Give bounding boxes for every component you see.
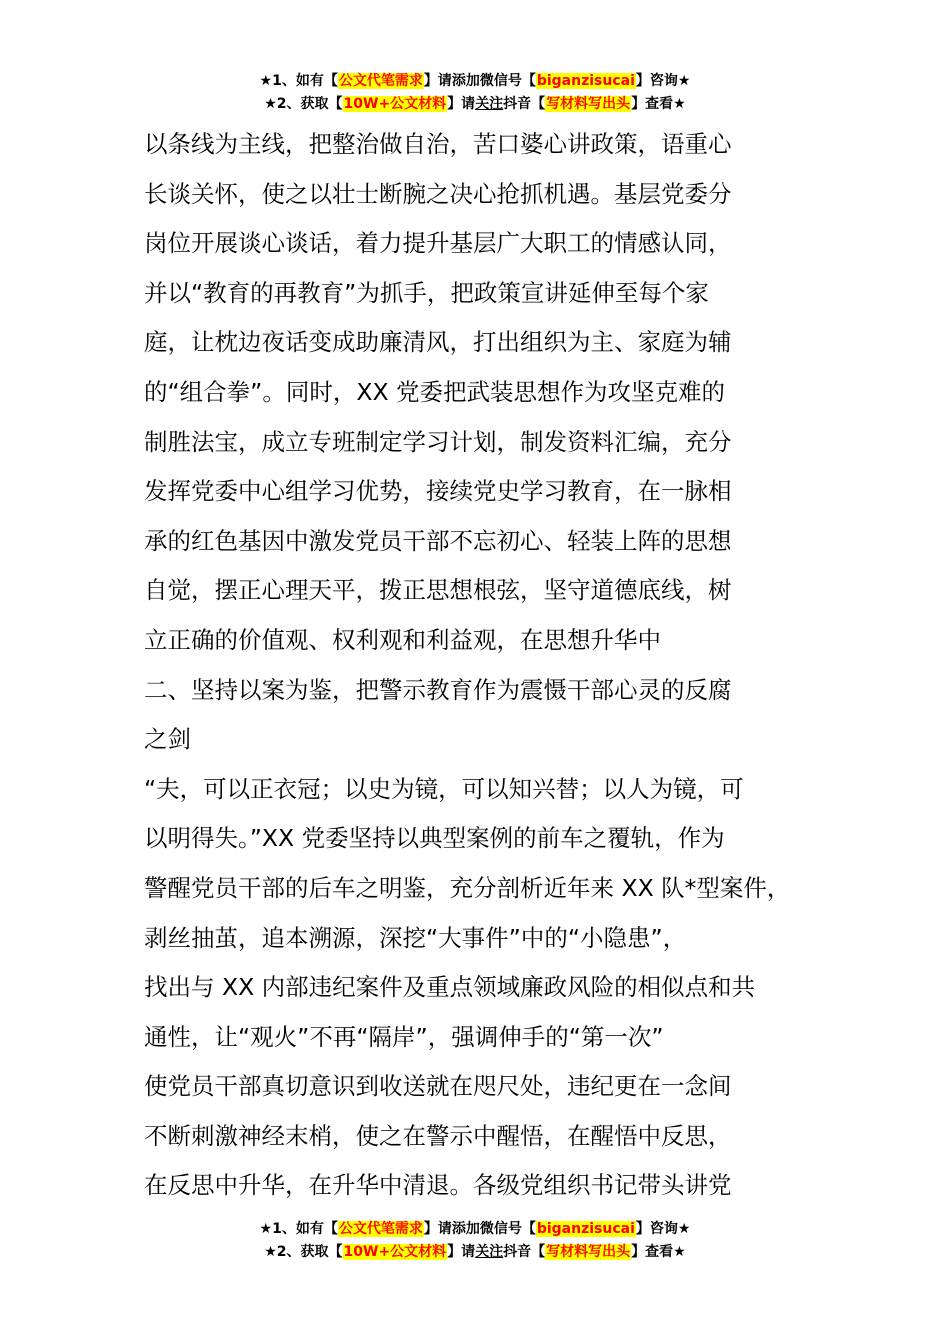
banner-text: 抖音【 [503,96,546,112]
banner-text: 】请 [447,1244,476,1260]
banner-text: 】咨询★ [635,73,691,89]
body-line: 警醒党员干部的后车之明鉴，充分剖析近年来 XX 队*型案件， [144,873,791,902]
banner-text: 】咨询★ [635,1221,691,1237]
body-line: 并以“教育的再教育”为抓手，把政策宣讲延伸至每个家 [144,278,709,307]
banner-text: 】请添加微信号【 [423,1221,536,1237]
body-line: 承的红色基因中激发党员干部不忘初心、轻装上阵的思想 [144,526,732,555]
body-line: 发挥党委中心组学习优势，接续党史学习教育，在一脉相 [144,477,732,506]
body-line: 庭，让枕边夜话变成助廉清风，打出组织为主、家庭为辅 [144,328,732,357]
highlight-wechat-id: biganzisucai [536,1221,635,1237]
banner-underlined-text: 关注 [475,96,504,112]
body-line: 使党员干部真切意识到收送就在咫尺处，违纪更在一念间 [144,1072,732,1101]
banner-text: 】查看★ [631,96,686,112]
body-line: 制胜法宝，成立专班制定学习计划，制发资料汇编，充分 [144,427,732,456]
section-heading-line: 之剑 [144,725,191,754]
banner-line-1 [0,70,950,93]
body-line: 的“组合拳”。同时，XX 党委把武装思想作为攻坚克难的 [144,377,726,406]
banner-text: ★2、获取【 [264,96,343,112]
body-line: 不断刺激神经末梢，使之在警示中醒悟，在醒悟中反思， [144,1121,732,1150]
document-body [144,120,824,1211]
body-line: “夫，可以正衣冠；以史为镜，可以知兴替；以人为镜，可 [144,774,744,803]
body-line: 岗位开展谈心谈话，着力提升基层广大职工的情感认同， [144,229,732,258]
footer-banner [0,1218,950,1264]
banner-underlined-text: 关注 [475,1244,504,1260]
banner-line-2 [0,1241,950,1264]
banner-text: ★1、如有【 [259,73,338,89]
header-banner [0,70,950,116]
banner-text: 】请添加微信号【 [423,73,536,89]
body-line: 剥丝抽茧，追本溯源，深挖“大事件”中的“小隐患”， [144,923,687,952]
highlight-materials: 10W+公文材料 [343,1244,447,1260]
banner-text: 抖音【 [503,1244,546,1260]
body-line: 在反思中升华，在升华中清退。各级党组织书记带头讲党 [144,1171,732,1200]
body-line: 找出与 XX 内部违纪案件及重点领域廉政风险的相似点和共 [144,973,756,1002]
body-line: 以条线为主线，把整治做自治，苦口婆心讲政策，语重心 [144,130,732,158]
body-line: 立正确的价值观、权利观和利益观，在思想升华中 [144,625,661,654]
banner-line-1 [0,1218,950,1241]
highlight-materials: 10W+公文材料 [343,96,447,112]
highlight-service: 公文代笔需求 [338,73,423,89]
body-line: 自觉，摆正心理天平，拨正思想根弦，坚守道德底线，树 [144,576,732,605]
banner-text: ★2、获取【 [264,1244,343,1260]
highlight-douyin: 写材料写出头 [546,1244,631,1260]
body-line: 通性，让“观火”不再“隔岸”，强调伸手的“第一次” [144,1022,664,1051]
body-line: 长谈关怀，使之以壮士断腕之决心抢抓机遇。基层党委分 [144,179,732,208]
body-line: 以明得失。”XX 党委坚持以典型案例的前车之覆轨，作为 [144,824,725,853]
section-heading-line: 二、坚持以案为鉴，把警示教育作为震慑干部心灵的反腐 [144,675,732,704]
banner-line-2 [0,93,950,116]
banner-text: 】查看★ [631,1244,686,1260]
banner-text: 】请 [447,96,476,112]
highlight-douyin: 写材料写出头 [546,96,631,112]
banner-text: ★1、如有【 [259,1221,338,1237]
highlight-wechat-id: biganzisucai [536,73,635,89]
highlight-service: 公文代笔需求 [338,1221,423,1237]
